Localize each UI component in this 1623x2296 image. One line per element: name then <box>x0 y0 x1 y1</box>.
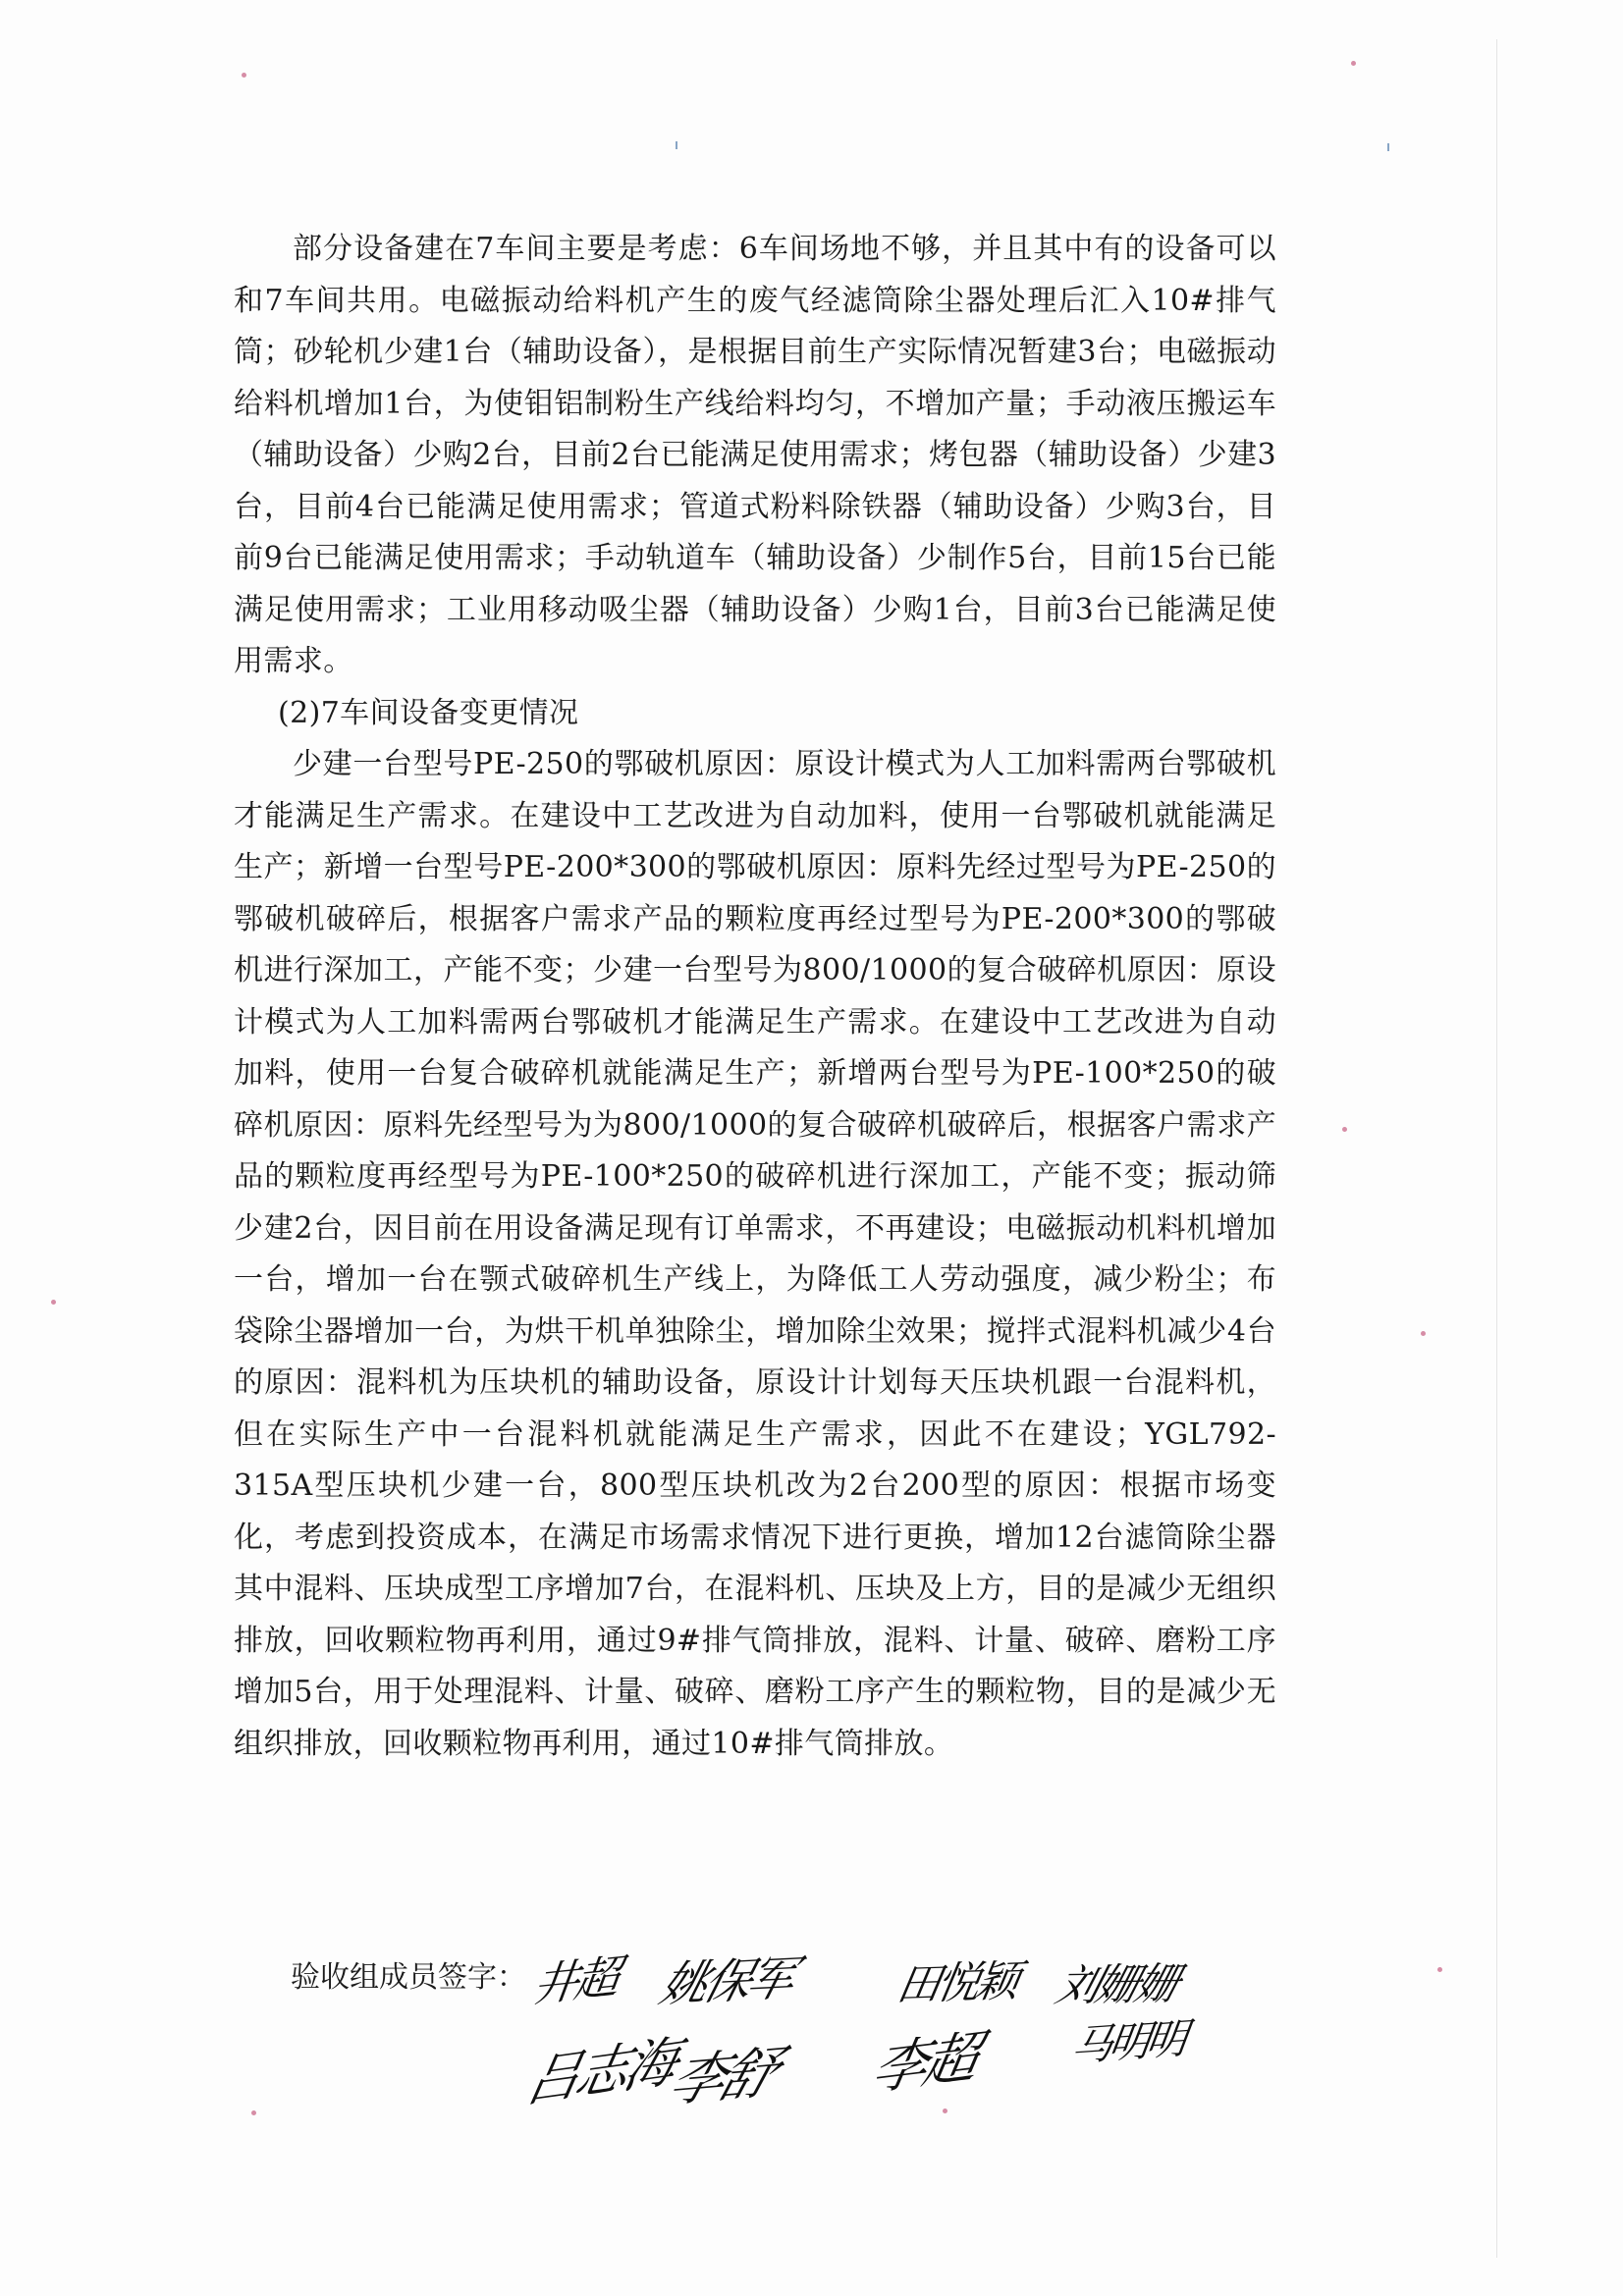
signature-label: 验收组成员签字： <box>291 1960 526 1995</box>
handwritten-signature: 李超 <box>866 2024 982 2104</box>
scan-speck <box>1421 1331 1426 1336</box>
scan-speck <box>51 1300 56 1305</box>
scan-speck <box>242 73 246 78</box>
section-heading-workshop-7: (2)7车间设备变更情况 <box>278 695 579 730</box>
scan-speck <box>1437 1967 1442 1972</box>
scan-edge-line <box>1496 39 1497 2258</box>
scan-speck <box>251 2110 256 2115</box>
scan-speck <box>1351 61 1356 66</box>
handwritten-signature: 李舒 <box>661 2040 784 2115</box>
paragraph-workshop-6-changes: 部分设备建在7车间主要是考虑：6车间场地不够，并且其中有的设备可以和7车间共用。电磁振动给料机产生的废气经滤筒除尘器处理后汇入10#排气筒；砂轮机少建1台（辅助设备），是根据目前生产实际情况暂建3台；电磁振动给料机增加1台，为使钼铝制粉生产线给料均匀，不增加产量；手动液压搬运车（辅助设备）少购2台，目前2台已能满足使用需求；烤包器（辅助设备）少建3台，目前4台已能满足使用需求；管道式粉料除铁器（辅助设备）少购3台，目前9台已能满足使用需求；手动轨道车（辅助设备）少制作5台，目前15台已能满足使用需求；工业用移动吸尘器（辅助设备）少购1台，目前3台已能满足使用需求。 <box>234 232 1276 678</box>
document-body <box>234 224 1276 1770</box>
paragraph-workshop-7-changes: 少建一台型号PE-250的鄂破机原因：原设计模式为人工加料需两台鄂破机才能满足生产需求。在建设中工艺改进为自动加料，使用一台鄂破机就能满足生产；新增一台型号PE-200*300的鄂破机原因：原料先经过型号为PE-250的鄂破机破碎后，根据客户需求产品的颗粒度再经过型号为PE-200*300的鄂破机进行深加工，产能不变；少建一台型号为800/1000的复合破碎机原因：原设计模式为人工加料需两台鄂破机才能满足生产需求。在建设中工艺改进为自动加料，使用一台复合破碎机就能满足生产；新增两台型号为PE-100*250的破碎机原因：原料先经型号为为800/1000的复合破碎机破碎后，根据客户需求产品的颗粒度再经型号为PE-100*250的破碎机进行深加工，产能不变；振动筛少建2台，因目前在用设备满足现有订单需求，不再建设；电磁振动机料机增加一台，增加一台在颚式破碎机生产线上，为降低工人劳动强度，减少粉尘；布袋除尘器增加一台，为烘干机单独除尘，增加除尘效果；搅拌式混料机减少4台的原因：混料机为压块机的辅助设备，原设计计划每天压块机跟一台混料机，但在实际生产中一台混料机就能满足生产需求，因此不在建设；YGL792-315A型压块机少建一台，800型压块机改为2台200型的原因：根据市场变化，考虑到投资成本，在满足市场需求情况下进行更换，增加12台滤筒除尘器其中混料、压块成型工序增加7台，在混料机、压块及上方，目的是减少无组织排放，回收颗粒物再利用，通过9#排气筒排放，混料、计量、破碎、磨粉工序增加5台，用于处理混料、计量、破碎、磨粉工序产生的颗粒物，目的是减少无组织排放，回收颗粒物再利用，通过10#排气筒排放。 <box>234 747 1276 1761</box>
handwritten-signature: 田悦颖 <box>893 1955 1020 2011</box>
signature-block <box>501 1934 1247 2130</box>
handwritten-signature: 姚保军 <box>654 1950 799 2013</box>
handwritten-signature: 井超 <box>529 1949 621 2013</box>
scan-speck <box>1342 1127 1347 1132</box>
scan-mark <box>676 141 677 149</box>
handwritten-signature: 吕志海 <box>520 2029 681 2114</box>
handwritten-signature: 马明明 <box>1068 2013 1188 2071</box>
handwritten-signature: 刘姗姗 <box>1050 1958 1182 2012</box>
scan-mark <box>1387 143 1389 151</box>
